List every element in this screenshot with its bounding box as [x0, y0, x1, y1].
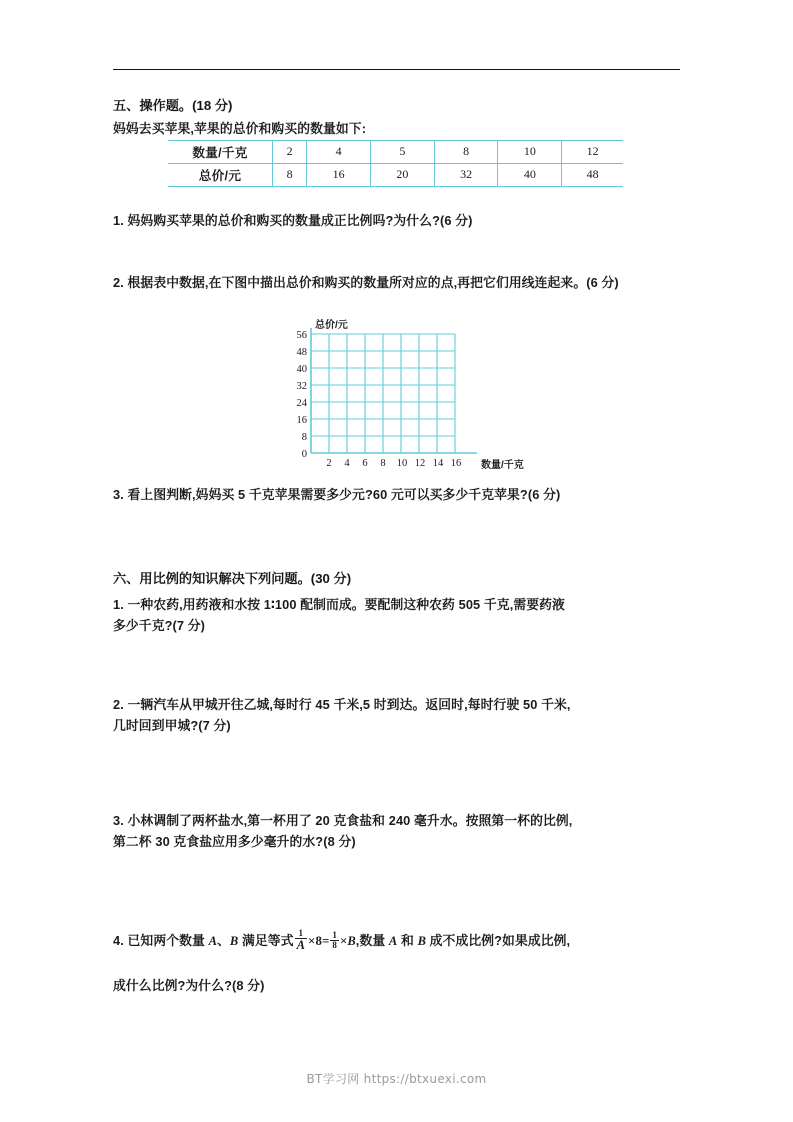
- cell-quantity-4: 10: [498, 141, 562, 164]
- chart-x-axis-label: 数量/千克: [481, 460, 524, 471]
- q4-var-a: A: [208, 934, 218, 949]
- section-five-intro: 妈妈去买苹果,苹果的总价和购买的数量如下:: [113, 121, 367, 136]
- q4-frac1-numerator: 1: [298, 928, 304, 938]
- section-six-question-4-line1: [113, 930, 698, 954]
- y-tick-40: 40: [296, 364, 307, 375]
- x-tick-6: 6: [362, 458, 368, 469]
- table-row: [168, 164, 623, 187]
- q4-mid3: 和: [397, 933, 418, 949]
- cell-quantity-2: 5: [371, 141, 435, 164]
- chart-axes: [311, 328, 477, 453]
- chart-grid: [311, 334, 455, 453]
- page-footer: BT学习网 https://btxuexi.com: [306, 1072, 487, 1086]
- q4-times2: ×: [339, 934, 348, 949]
- q4-var-b2: B: [347, 934, 356, 949]
- row-label-quantity: 数量/千克: [168, 141, 273, 164]
- chart-y-tick-labels: [297, 330, 308, 460]
- q4-var-b: B: [229, 934, 239, 949]
- y-tick-48: 48: [296, 347, 307, 358]
- coordinate-grid-chart: [285, 318, 535, 478]
- cell-price-4: 40: [498, 164, 562, 187]
- row-label-total-price: 总价/元: [198, 169, 242, 183]
- section-six-question-1-line1: 1. 一种农药,用药液和水按 1∶100 配制而成。要配制这种农药 505 千克,需要药液: [113, 597, 565, 612]
- section-five-heading: 五、操作题。(18 分): [113, 98, 233, 113]
- x-tick-12: 12: [414, 458, 426, 469]
- section-five-question-1: 1. 妈妈购买苹果的总价和购买的数量成正比例吗?为什么?(6 分): [113, 213, 473, 228]
- cell-price-0: 8: [273, 164, 307, 187]
- q4-frac1-denominator: A: [296, 938, 306, 953]
- section-six-question-4-line2: 成什么比例?为什么?(8 分): [113, 978, 265, 993]
- section-six-question-2-line2: 几时回到甲城?(7 分): [113, 718, 231, 733]
- section-six-question-3-line1: 3. 小林调制了两杯盐水,第一杯用了 20 克食盐和 240 毫升水。按照第一杯的比例,: [113, 813, 573, 828]
- x-tick-10: 10: [396, 458, 408, 469]
- section-six-heading: 六、用比例的知识解决下列问题。(30 分): [113, 571, 352, 586]
- cell-price-5: 48: [562, 164, 623, 187]
- section-five-question-3: 3. 看上图判断,妈妈买 5 千克苹果需要多少元?60 元可以买多少千克苹果?(6 分): [113, 487, 561, 502]
- x-tick-16: 16: [450, 458, 462, 469]
- x-tick-2: 2: [326, 458, 332, 469]
- chart-x-tick-labels: [326, 458, 461, 469]
- q4-fraction-2: [330, 931, 339, 951]
- y-tick-16: 16: [296, 415, 307, 426]
- cell-price-1: 16: [307, 164, 371, 187]
- cell-quantity-3: 8: [434, 141, 498, 164]
- y-tick-8: 8: [301, 432, 307, 443]
- q4-tail: 成不成比例?如果成比例,: [426, 933, 571, 949]
- y-tick-0: 0: [301, 449, 307, 460]
- section-six-question-3-line2: 第二杯 30 克食盐应用多少毫升的水?(8 分): [113, 834, 356, 849]
- cell-quantity-5: 12: [562, 141, 623, 164]
- y-tick-24: 24: [296, 398, 307, 409]
- table: [168, 140, 623, 187]
- q4-mid1: 、: [217, 933, 230, 949]
- section-five-question-2: 2. 根据表中数据,在下图中描出总价和购买的数量所对应的点,再把它们用线连起来。(6 分): [113, 275, 619, 290]
- cell-quantity-0: 2: [273, 141, 307, 164]
- q4-frac2-denominator: 8: [332, 940, 337, 951]
- q4-var-b3: B: [417, 934, 426, 949]
- q4-equals: =: [321, 934, 330, 949]
- header-divider: [113, 69, 680, 70]
- x-tick-8: 8: [380, 458, 386, 469]
- section-six-question-1-line2: 多少千克?(7 分): [113, 618, 205, 633]
- y-tick-56: 56: [296, 330, 307, 341]
- q4-suffix: ,数量: [355, 933, 389, 949]
- q4-times1: ×8: [308, 934, 322, 949]
- q4-frac2-numerator: 1: [332, 929, 337, 940]
- q4-mid2: 满足等式: [238, 933, 294, 949]
- chart-y-axis-label: 总价/元: [315, 320, 348, 331]
- cell-price-2: 20: [371, 164, 435, 187]
- table-row: [168, 141, 623, 164]
- q4-prefix: 4. 已知两个数量: [113, 933, 209, 949]
- q4-fraction-1: [295, 929, 307, 953]
- cell-quantity-1: 4: [307, 141, 371, 164]
- x-tick-4: 4: [344, 458, 350, 469]
- cell-price-3: 32: [434, 164, 498, 187]
- price-quantity-table: [168, 140, 623, 187]
- y-tick-32: 32: [296, 381, 307, 392]
- x-tick-14: 14: [432, 458, 444, 469]
- q4-var-a2: A: [388, 934, 398, 949]
- section-six-question-2-line1: 2. 一辆汽车从甲城开往乙城,每时行 45 千米,5 时到达。返回时,每时行驶 50 千米,: [113, 697, 571, 712]
